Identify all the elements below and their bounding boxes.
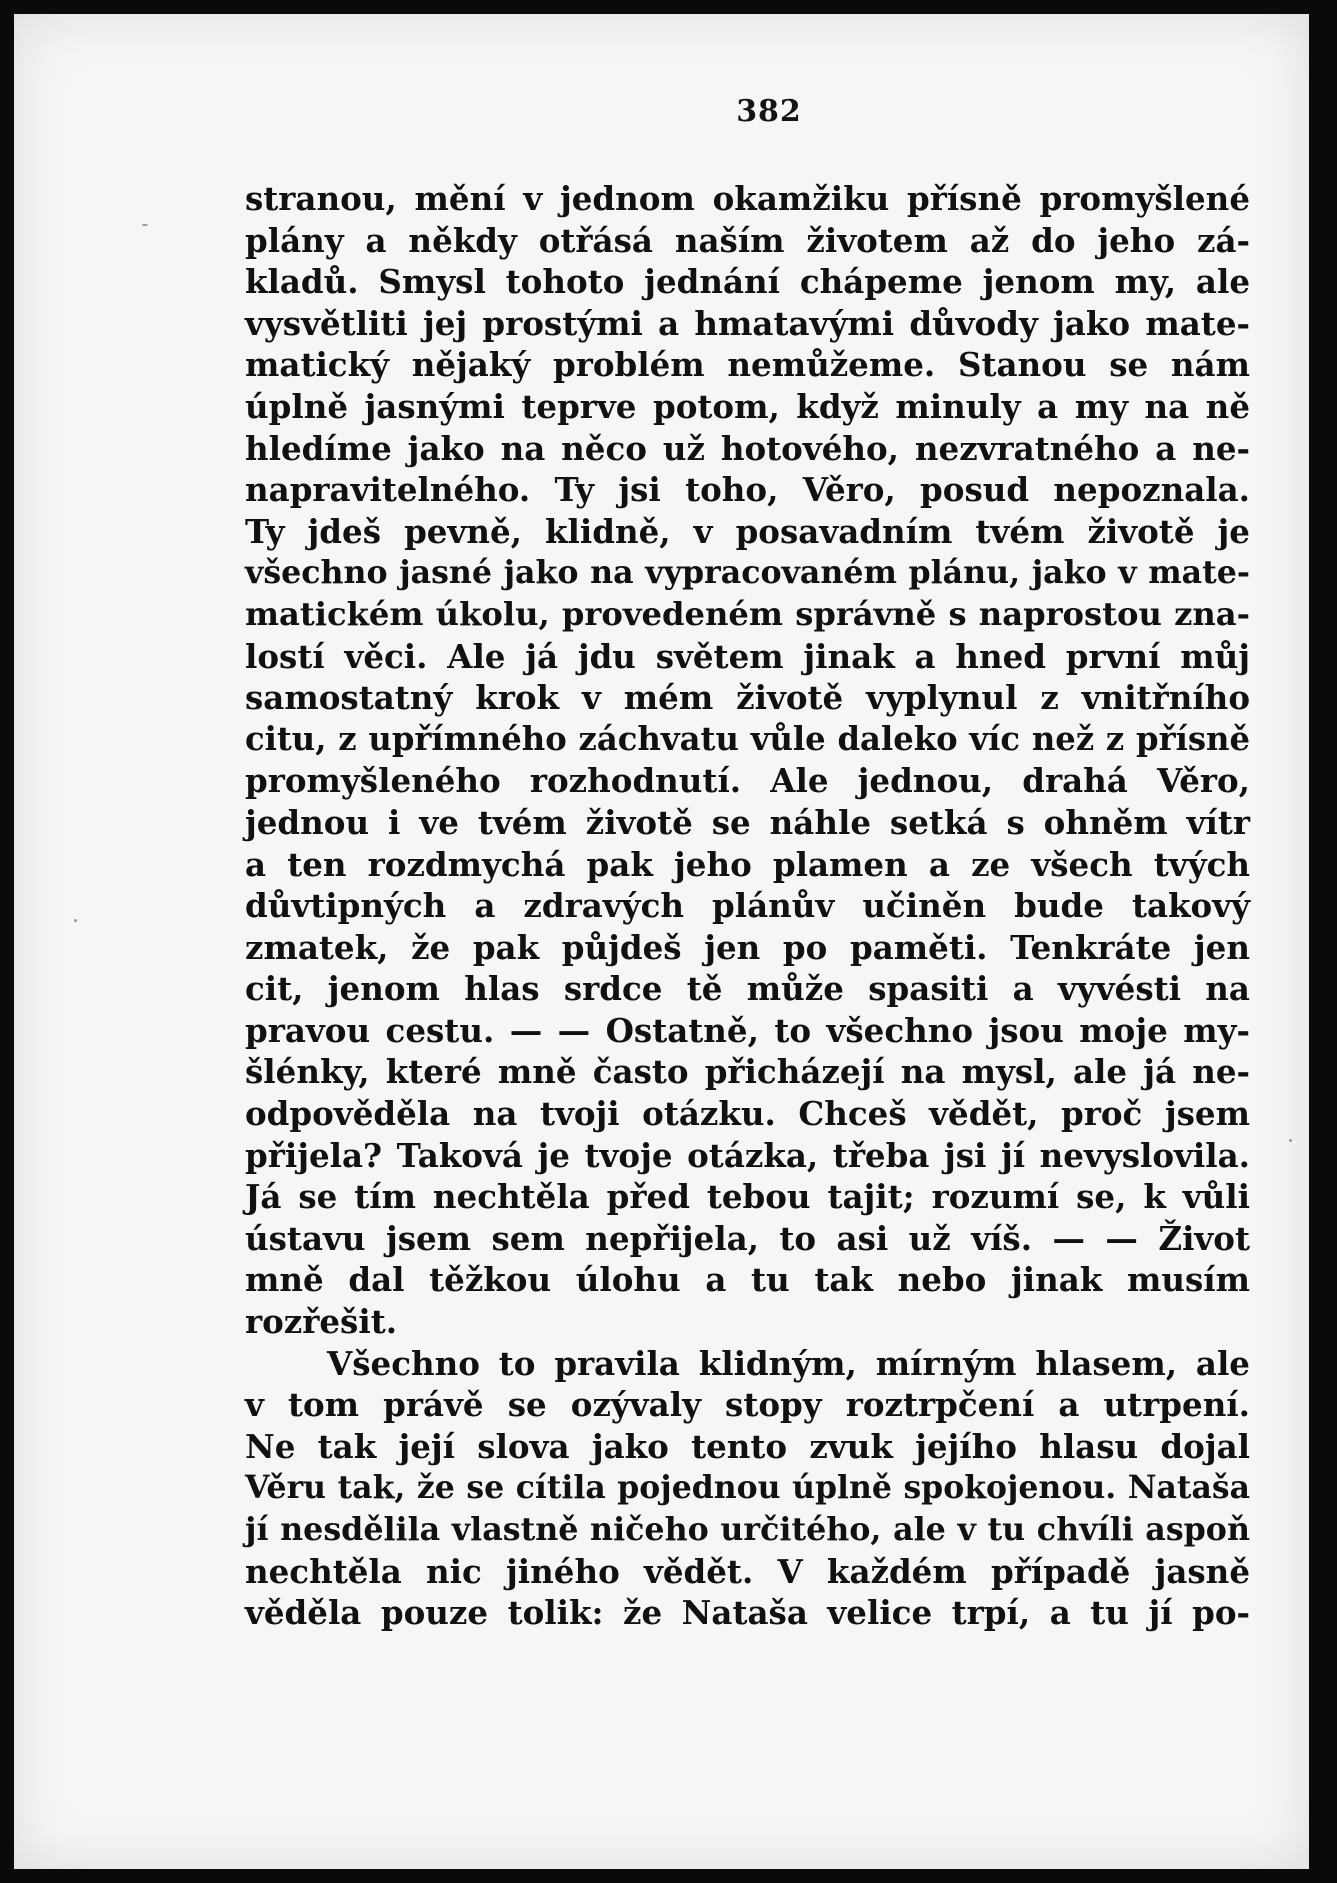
text-line: mně dal těžkou úlohu a tu tak nebo jinak musím <box>245 1260 1250 1300</box>
text-line: stranou, mění v jednom okamžiku přísně promyšlené <box>245 179 1250 218</box>
text-line: hledíme jako na něco už hotového, nezvratného a ne- <box>245 428 1250 468</box>
text-line: citu, z upřímného záchvatu vůle daleko víc než z přísně <box>245 719 1250 758</box>
paragraph-end-line: rozřešit. <box>245 1302 398 1342</box>
text-line: matickém úkolu, provedeném správně s naprostou zna- <box>245 594 1250 633</box>
text-line: důvtipných a zdravých plánův učiněn bude takový <box>245 886 1250 926</box>
scan-speck <box>142 224 148 226</box>
text-line: napravitelného. Ty jsi toho, Věro, posud nepoznala. <box>245 470 1250 510</box>
text-line: plány a někdy otřásá naším životem až do jeho zá- <box>245 220 1250 260</box>
text-line: jí nesdělila vlastně ničeho určitého, ale v tu chvíli aspoň <box>245 1511 1250 1548</box>
page-number: 382 <box>736 94 802 129</box>
text-line: cit, jenom hlas srdce tě může spasiti a vyvésti na <box>245 969 1250 1009</box>
text-line: odpověděla na tvoji otázku. Chceš vědět, proč jsem <box>245 1094 1250 1134</box>
text-line: Ne tak její slova jako tento zvuk jejího hlasu dojal <box>245 1426 1250 1466</box>
text-line: pravou cestu. — — Ostatně, to všechno jsou moje my- <box>245 1010 1250 1050</box>
text-line: jednou i ve tvém životě se náhle setká s ohněm vítr <box>245 802 1250 842</box>
text-line: ústavu jsem sem nepřijela, to asi už víš. — — Život <box>245 1218 1250 1258</box>
text-line: promyšleného rozhodnutí. Ale jednou, drahá Věro, <box>245 761 1250 801</box>
text-line: lostí věci. Ale já jdu světem jinak a hned první můj <box>245 636 1250 676</box>
text-line: Já se tím nechtěla před tebou tajit; rozumí se, k vůli <box>245 1177 1250 1217</box>
text-line: Ty jdeš pevně, klidně, v posavadním tvém životě je <box>245 511 1250 551</box>
paragraph-first-line: Všechno to pravila klidným, mírným hlasem, ale <box>327 1343 1250 1383</box>
text-line: vysvětliti jej prostými a hmatavými důvody jako mate- <box>245 303 1250 343</box>
text-line: kladů. Smysl tohoto jednání chápeme jenom my, ale <box>245 262 1250 302</box>
text-line: samostatný krok v mém životě vyplynul z vnitřního <box>245 678 1250 718</box>
body-text <box>245 178 1250 1634</box>
text-line: úplně jasnými teprve potom, když minuly a my na ně <box>245 386 1250 426</box>
text-line: přijela? Taková je tvoje otázka, třeba jsi jí nevyslovila. <box>245 1135 1250 1175</box>
text-line: nechtěla nic jiného vědět. V každém případě jasně <box>245 1551 1250 1591</box>
text-line: šlénky, které mně často přicházejí na mysl, ale já ne- <box>245 1052 1250 1092</box>
text-line: matický nějaký problém nemůžeme. Stanou se nám <box>245 345 1250 385</box>
text-line: a ten rozdmychá pak jeho plamen a ze všech tvých <box>245 844 1250 884</box>
text-line: Věru tak, že se cítila pojednou úplně spokojenou. Nataša <box>245 1469 1250 1507</box>
text-line: zmatek, že pak půjdeš jen po paměti. Tenkráte jen <box>245 927 1250 967</box>
scan-speck <box>74 919 77 922</box>
text-line: v tom právě se ozývaly stopy roztrpčení a utrpení. <box>245 1385 1250 1425</box>
scan-speck <box>1289 1139 1292 1142</box>
book-page <box>14 14 1309 1869</box>
text-line: věděla pouze tolik: že Nataša velice trpí, a tu jí po- <box>245 1593 1250 1633</box>
text-line: všechno jasné jako na vypracovaném plánu, jako v mate- <box>245 554 1250 592</box>
